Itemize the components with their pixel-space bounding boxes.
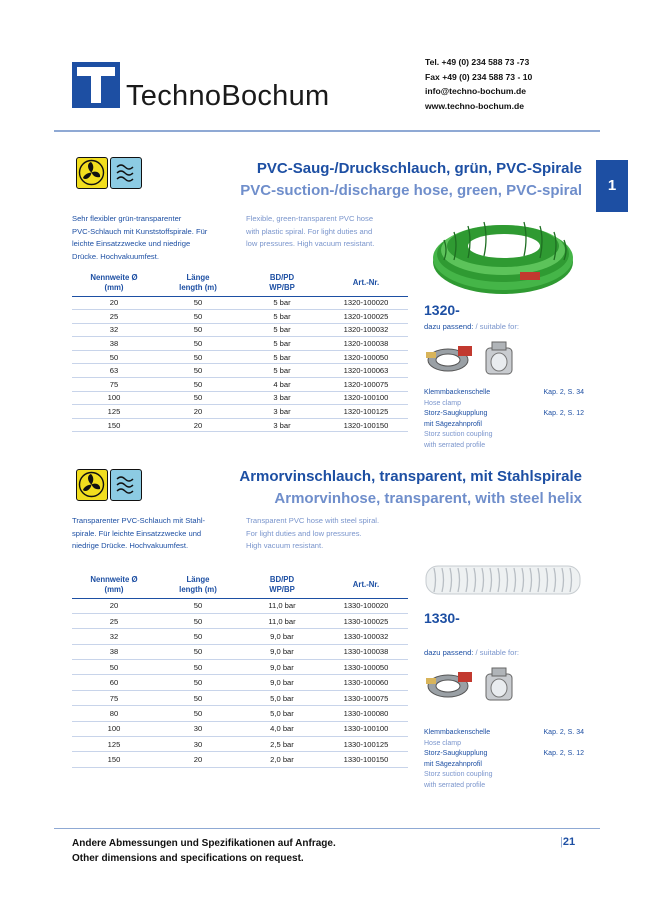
section2-product-code: 1330-: [424, 610, 460, 626]
section2-spec-table: [72, 572, 408, 768]
col-length: Länge length (m): [179, 574, 217, 594]
table-row: 150 20 2,0 bar 1330-100150: [72, 752, 408, 767]
section2-description-en: Transparent PVC hose with steel spiral. For light duties and low pressures. High vacuum resistant.: [246, 516, 380, 551]
table-row: 38 50 5 bar 1320-100038: [72, 337, 408, 351]
table-row: 50 50 9,0 bar 1330-100050: [72, 660, 408, 675]
water-wave-icon: [110, 469, 142, 501]
contact-email[interactable]: info@techno-bochum.de: [425, 86, 526, 97]
col-pressure: BD/PD WP/BP: [269, 272, 295, 292]
table-row: 60 50 9,0 bar 1330-100060: [72, 675, 408, 690]
header-divider: [54, 130, 600, 132]
footer-note-de: Andere Abmessungen und Spezifikationen auf Anfrage.: [72, 838, 336, 849]
section2-title-de: Armorvinschlauch, transparent, mit Stahlspirale: [239, 468, 582, 485]
section1-description-de: Sehr flexibler grün-transparenter PVC-Schlauch mit Kunststoffspirale. Für leichte Einsatzzwecke und niedrige Drücke. Hochvakuumfest.: [72, 214, 208, 261]
chapter-tab[interactable]: 1: [596, 160, 628, 212]
table-row: 20 50 5 bar 1320-100020: [72, 296, 408, 310]
footer-note: [72, 836, 336, 866]
contact-tel: Tel. +49 (0) 234 588 73 -73: [425, 57, 530, 67]
table-row: 63 50 5 bar 1320-100063: [72, 364, 408, 378]
section1-spec-table: [72, 270, 408, 432]
page-number: |21: [560, 836, 576, 848]
section1-suitable-for: dazu passend: / suitable for:: [424, 322, 520, 331]
fan-icon: [76, 469, 108, 501]
contact-block: [425, 55, 532, 114]
section2-description-de: Transparenter PVC-Schlauch mit Stahl- spirale. Für leichte Einsatzzwecke und niedrige Drücke. Hochvakuumfest.: [72, 516, 206, 551]
col-article-number: Art.-Nr.: [352, 277, 380, 287]
accessory-storz-coupling[interactable]: Storz-Saugkupplung Kap. 2, S. 12: [424, 750, 584, 757]
table-header-row: [72, 270, 408, 296]
table-row: 100 50 3 bar 1320-100100: [72, 391, 408, 405]
accessory-storz-coupling[interactable]: Storz-Saugkupplung Kap. 2, S. 12: [424, 410, 584, 417]
storz-coupling-image: [480, 666, 520, 708]
transparent-hose-image: [424, 560, 582, 600]
table-row: 125 20 3 bar 1320-100125: [72, 405, 408, 419]
table-header-row: [72, 572, 408, 598]
table-row: 75 50 5,0 bar 1330-100075: [72, 690, 408, 705]
col-article-number: Art.-Nr.: [352, 579, 380, 589]
company-logo-mark: [72, 62, 120, 108]
section2-accessories: Klemmbackenschelle Kap. 2, S. 34 Hose clamp Storz-Saugkupplung Kap. 2, S. 12 mit Sägezahnprofil Storz suction coupling with serrated profile: [424, 729, 584, 789]
table-row: 50 50 5 bar 1320-100050: [72, 350, 408, 364]
hose-clamp-image: [424, 342, 474, 376]
table-row: 75 50 4 bar 1320-100075: [72, 378, 408, 392]
footer-note-en: Other dimensions and specifications on request.: [72, 853, 304, 864]
table-row: 20 50 11,0 bar 1330-100020: [72, 598, 408, 613]
hose-clamp-image: [424, 668, 474, 702]
section1-title-en: PVC-suction-/discharge hose, green, PVC-spiral: [240, 182, 582, 199]
section2-suitable-for: dazu passend: / suitable for:: [424, 648, 520, 657]
table-row: 38 50 9,0 bar 1330-100038: [72, 644, 408, 659]
accessory-hose-clamp[interactable]: Klemmbackenschelle Kap. 2, S. 34: [424, 729, 584, 736]
accessory-hose-clamp[interactable]: Klemmbackenschelle Kap. 2, S. 34: [424, 389, 584, 396]
table-row: 125 30 2,5 bar 1330-100125: [72, 737, 408, 752]
col-pressure: BD/PD WP/BP: [269, 574, 295, 594]
table-row: 150 20 3 bar 1320-100150: [72, 418, 408, 432]
water-wave-icon: [110, 157, 142, 189]
section1-description-en: Flexible, green-transparent PVC hose with plastic spiral. For light duties and low pressures. High vacuum resistant.: [246, 214, 375, 249]
section2-title-en: Armorvinhose, transparent, with steel helix: [274, 490, 582, 507]
col-nominal-diameter: Nennweite Ø (mm): [90, 574, 138, 594]
table-row: 32 50 9,0 bar 1330-100032: [72, 629, 408, 644]
footer-divider: [54, 828, 600, 829]
table-row: 100 30 4,0 bar 1330-100100: [72, 721, 408, 736]
section1-title-de: PVC-Saug-/Druckschlauch, grün, PVC-Spirale: [256, 160, 582, 177]
contact-website[interactable]: www.techno-bochum.de: [425, 101, 524, 112]
col-nominal-diameter: Nennweite Ø (mm): [90, 272, 138, 292]
table-row: 32 50 5 bar 1320-100032: [72, 323, 408, 337]
contact-fax: Fax +49 (0) 234 588 73 - 10: [425, 71, 533, 82]
col-length: Länge length (m): [179, 272, 217, 292]
fan-icon: [76, 157, 108, 189]
table-row: 25 50 11,0 bar 1330-100025: [72, 613, 408, 628]
storz-coupling-image: [480, 340, 520, 382]
section1-product-code: 1320-: [424, 302, 460, 318]
section1-accessories: Klemmbackenschelle Kap. 2, S. 34 Hose clamp Storz-Saugkupplung Kap. 2, S. 12 mit Sägezahnprofil Storz suction coupling with serrated profile: [424, 389, 584, 449]
table-row: 25 50 5 bar 1320-100025: [72, 310, 408, 324]
company-name: TechnoBochum: [126, 80, 330, 112]
green-hose-image: [424, 210, 582, 300]
table-row: 80 50 5,0 bar 1330-100080: [72, 706, 408, 721]
